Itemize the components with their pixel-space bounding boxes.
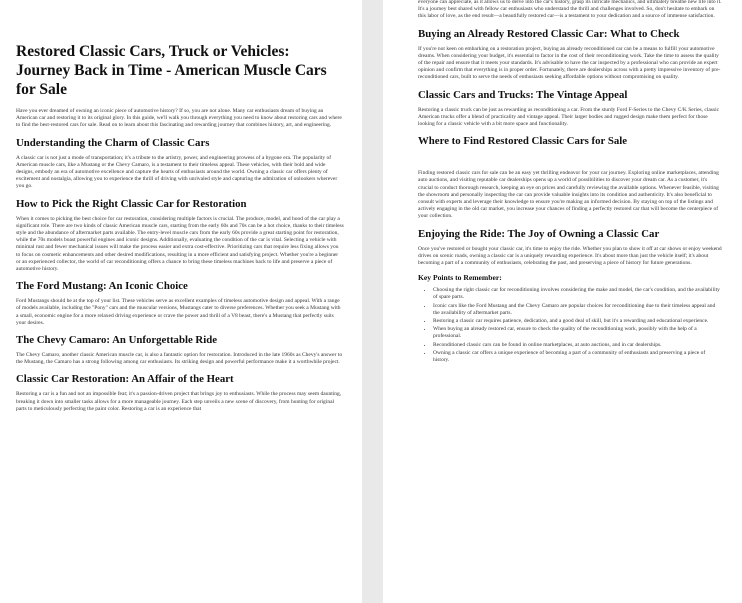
section-heading: Classic Cars and Trucks: The Vintage Appeal [418,88,628,101]
section-paragraph: Once you've restored or bought your classic car, it's time to enjoy the ride. Whether you plan to show it off at car shows or enjoy weekend drives on scenic roads, owning a classic car is a uniquely rewarding experience. It's about more than just the vehicle itself; it's about becoming a part of a community of enthusiasts, celebrating the past, and preserving a piece of history for future generations. [418,245,722,267]
list-item: • Restoring a classic car requires patience, dedication, and a good deal of skill, but it's a rewarding and educational experience. [433,318,722,325]
continuation-paragraph: everyone can appreciate, as it allows us to delve into the car's history, grasp its intricate mechanics, and ultimately breathe new life into it. It's a journey best shared with fellow car enthusiasts who understand the thrill and challenges involved. So, don't hesitate to embark on this labor of love, as the end result—a beautifully restored car—is a testament to your dedication and a source of immense satisfaction. [418,0,722,20]
section-heading: Classic Car Restoration: An Affair of the Heart [16,373,234,386]
section-paragraph: Restoring a classic truck can be just as rewarding as reconditioning a car. From the sturdy Ford F-Series to the Chevy C/K Series, classic American trucks offer a blend of practicality and vintage appeal. Their larger bodies and rugged design make them perfect for those looking for a classic vehicle with a bit more space and functionality. [418,106,720,128]
list-item: • Choosing the right classic car for reconditioning involves considering the make and model, the car's condition, and the availability of spare parts. [433,287,722,301]
key-points-list [418,287,722,364]
section-paragraph: Ford Mustangs should be at the top of your list. These vehicles serve as excellent examples of timeless automotive design and appeal. With a range of models available, including the "Pony" cars and the muscular versions, Mustangs cater to diverse preferences. Whether you seek a Mustang with a small, economic engine for a more relaxed driving experience or crave the power and thrill of a V8 beast, there's a Mustang that perfectly suits your desires. [16,298,341,326]
section-heading: Where to Find Restored Classic Cars for Sale [418,135,628,148]
section-paragraph: A classic car is not just a mode of transportation; it's a tribute to the artistry, power, and engineering prowess of a bygone era. The popularity of American muscle cars, like a Mustang or the Chevy Camaro, is a testament to their timeless appeal. These vehicles, with their bold and wide designs, embody an era of automotive excellence and capture the hearts of enthusiasts around the world. Owning a classic car offers plenty of excitement and nostalgia, allowing you to experience the thrill of driving with unrivaled style and capturing the admiration of onlookers wherever you go. [16,154,338,190]
section-paragraph: When it comes to picking the best choice for car restoration, considering multiple factors is crucial. The produce, model, and hood of the car play a significant role. There are two kinds of classic American muscle cars, starting from the early 60s and 70s can be a hot choice, thanks to their timeless style and the abundance of aftermarket parts available. The entry-level muscle cars from the early 60s provide a great starting point for restoration, while the 70s models boast powerful engines and iconic designs. Additionally, evaluating the condition of the car is vital. Selecting a vehicle with minimal rust and fewer mechanical issues will make the process easier and extra cost-effective. Prioritizing cars that require less fixing allows you to focus on cosmetic enhancements and other desired modifications, resulting in a more efficient and satisfying project. Whether you're a beginner or an experienced collector, the world of car reconditioning offers a chance to bring these timeless machines back to life and preserve a piece of automotive history. [16,215,344,273]
section-heading: The Ford Mustang: An Iconic Choice [16,280,188,293]
section-heading: Understanding the Charm of Classic Cars [16,136,210,149]
list-item: • Iconic cars like the Ford Mustang and the Chevy Camaro are popular choices for reconditioning due to their timeless appeal and the availability of aftermarket parts. [433,303,722,317]
list-item: • When buying an already restored car, ensure to check the quality of the reconditioning work, possibly with the help of a professional. [433,326,722,340]
intro-paragraph: Have you ever dreamed of owning an iconic piece of automotive history? If so, you are not alone. Many car enthusiasts dream of buying an American car and restoring it to its original glory. In this guide, we'll walk you through everything you need to know about restoring cars and where to find the best-restored cars for sale. Read on to learn about this fascinating and rewarding journey that combines history, art, and engineering. [16,108,342,129]
document-page-right [383,0,742,603]
section-paragraph: Restoring a car is a fun and not an impossible feat; it's a passion-driven project that brings joy to enthusiasts. While the process may seem daunting, breaking it down into smaller tasks allows for a more manageable journey. Each step unveils a new scene of discovery, from hunting for original parts to meticulously perfecting the paint color. Restoring a car is an experience that [16,391,342,412]
section-heading: How to Pick the Right Classic Car for Restoration [16,197,247,210]
section-heading: Enjoying the Ride: The Joy of Owning a Classic Car [418,227,660,240]
section-heading: Buying an Already Restored Classic Car: What to Check [418,27,680,40]
section-heading: The Chevy Camaro: An Unforgettable Ride [16,334,218,347]
document-page-left [0,0,362,603]
section-paragraph: Finding restored classic cars for sale can be an easy yet thrilling endeavor for your car journey. Exploring online marketplaces, attending auto auctions, and visiting reputable car dealerships opens up a world of possibilities to discover your dream car. As a customer, it's crucial to conduct thorough research, keeping an eye on prices and carefully reviewing the available options. Whenever feasible, visiting the showroom and personally inspecting the car can provide valuable insights into its condition and authenticity. It's also beneficial to consult with experts and leverage their knowledge to ensure you're making an informed decision. By staying on top of the listings and actively engaging in the old car market, you increase your chances of finding a perfectly restored car that will become the centerpiece of your collection. [418,170,719,220]
document-title: Restored Classic Cars, Truck or Vehicles: Journey Back in Time - American Muscle Cars for Sale [16,43,327,98]
key-points-heading: Key Points to Remember: [418,273,502,283]
list-item: • Reconditioned classic cars can be found in online marketplaces, at auto auctions, and in car dealerships. [433,342,722,349]
section-paragraph: The Chevy Camaro, another classic American muscle car, is also a fantastic option for restoration. Introduced in the late 1960s as Chevy's answer to the Mustang, the Camaro has a strong following among car enthusiasts. Its striking design and powerful performance make it a worthwhile project. [16,352,343,366]
section-paragraph: If you're not keen on embarking on a restoration project, buying an already reconditioned car can be a means to fulfill your automotive dreams. When considering your budget, it's essential to factor in the cost of their reconditioning work. Take the time to assess the quality of the repair and ensure that it meets your standards. It's advisable to have the car inspected by a professional who can provide an expert opinion and confirm that everything is in proper order. Fortunately, there are dealerships across with a pretty impressive inventory of pre-reconditioned cars, built to serve the needs of enthusiasts seeking affordable options without compromising on quality. [418,45,721,81]
list-item: • Owning a classic car offers a unique experience of becoming a part of a community of enthusiasts and preserving a piece of history. [433,350,722,364]
page-gap [362,0,383,603]
